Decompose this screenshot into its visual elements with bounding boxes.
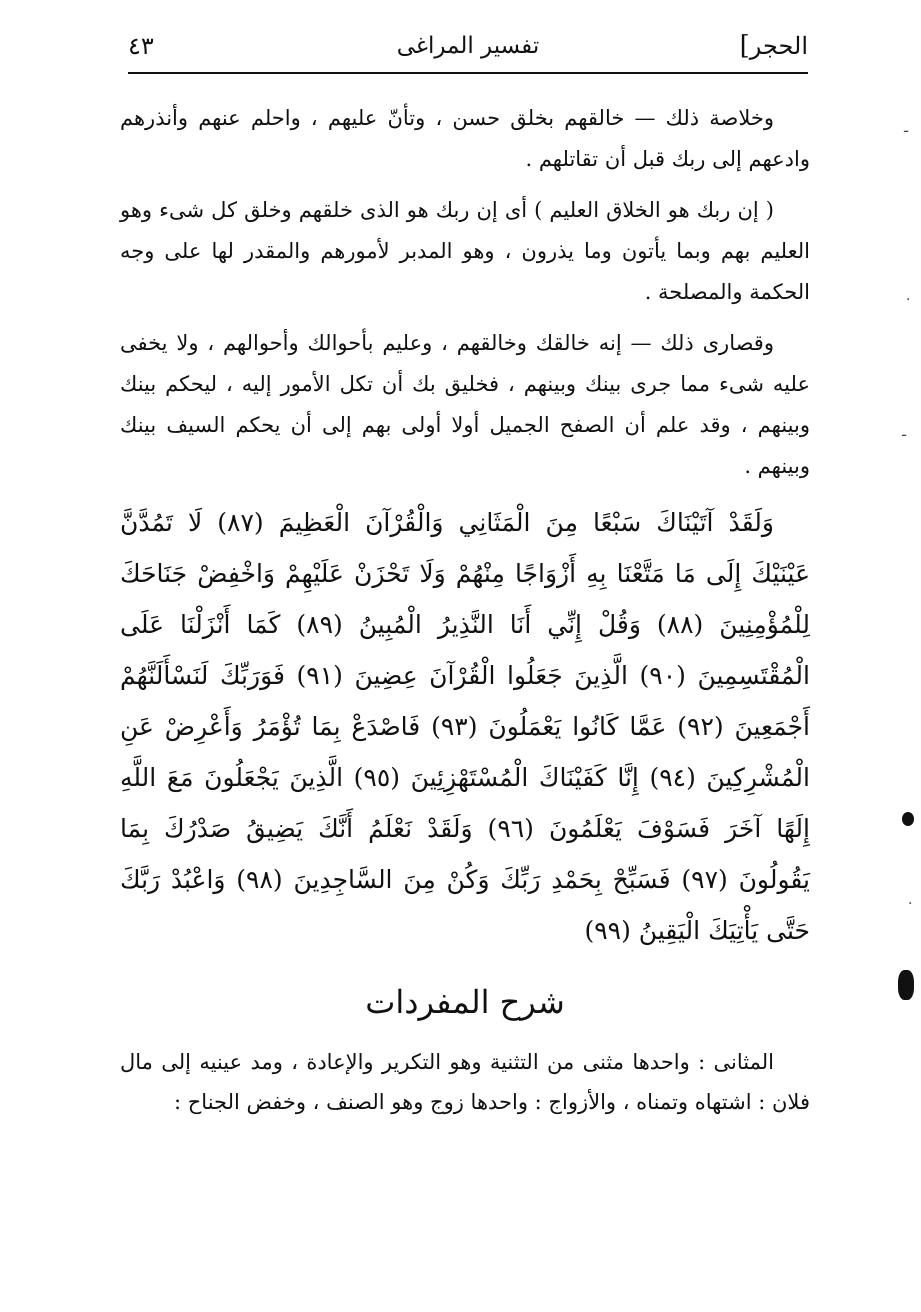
margin-speck: · bbox=[906, 292, 911, 308]
paragraph-summary: وخلاصة ذلك — خالقهم بخلق حسن ، وتأنّ عليهم ، واحلم عنهم وأنذرهم وادعهم إلى ربك قبل أن تقاتلهم . bbox=[120, 106, 810, 171]
header-bracket: ] bbox=[739, 31, 750, 61]
ink-blot bbox=[902, 812, 914, 826]
margin-speck: ـ bbox=[904, 120, 909, 136]
paragraph-conclusion: وقصارى ذلك — إنه خالقك وخالقهم ، وعليم بأحوالك وأحوالهم ، ولا يخفى عليه شىء مما جرى بينك وبينهم ، فخليق بك أن تكل الأمور إليه ، ليحكم بينك وبينهم ، وقد علم أن الصفح الجميل أولا أولى بهم إلى أن يحكم السيف بينك وبينهم . bbox=[120, 331, 810, 478]
paragraph-explanation: ( إن ربك هو الخلاق العليم ) أى إن ربك هو الذى خلقهم وخلق كل شىء وهو العليم بهم وبما يأتون وما يذرون ، وهو المدبر لأمورهم والمقدر لها على وجه الحكمة والمصلحة . bbox=[120, 198, 810, 304]
book-title: تفسير المراغى bbox=[396, 33, 540, 59]
margin-speck: ـ bbox=[902, 424, 907, 440]
quran-verses: وَلَقَدْ آتَيْنَاكَ سَبْعًا مِنَ الْمَثَانِي وَالْقُرْآنَ الْعَظِيمَ (٨٧) لَا تَمُدَّنَّ عَيْنَيْكَ إِلَى مَا مَتَّعْنَا بِهِ أَزْوَاجًا مِنْهُمْ وَلَا تَحْزَنْ عَلَيْهِمْ وَاخْفِضْ جَنَاحَكَ لِلْمُؤْمِنِينَ (٨٨) وَقُلْ إِنِّي أَنَا النَّذِيرُ الْمُبِينُ (٨٩) كَمَا أَنْزَلْنَا عَلَى الْمُقْتَسِمِينَ (٩٠) الَّذِينَ جَعَلُوا الْقُرْآنَ عِضِينَ (٩١) فَوَرَبِّكَ لَنَسْأَلَنَّهُمْ أَجْمَعِينَ (٩٢) عَمَّا كَانُوا يَعْمَلُونَ (٩٣) فَاصْدَعْ بِمَا تُؤْمَرُ وَأَعْرِضْ عَنِ الْمُشْرِكِينَ (٩٤) إِنَّا كَفَيْنَاكَ الْمُسْتَهْزِئِينَ (٩٥) الَّذِينَ يَجْعَلُونَ مَعَ اللَّهِ إِلَهًا آخَرَ فَسَوْفَ يَعْلَمُونَ (٩٦) وَلَقَدْ نَعْلَمُ أَنَّكَ يَضِيقُ صَدْرُكَ بِمَا يَقُولُونَ (٩٧) فَسَبِّحْ بِحَمْدِ رَبِّكَ وَكُنْ مِنَ السَّاجِدِينَ (٩٨) وَاعْبُدْ رَبَّكَ حَتَّى يَأْتِيَكَ الْيَقِينُ (٩٩) bbox=[120, 508, 810, 945]
page-header bbox=[128, 28, 808, 68]
surah-name: الحجر bbox=[749, 32, 808, 60]
page-number: ٤٣ bbox=[128, 32, 154, 60]
margin-speck: · bbox=[908, 896, 913, 912]
page-body bbox=[120, 98, 810, 1122]
vocabulary-paragraph: المثانى : واحدها مثنى من التثنية وهو التكرير والإعادة ، ومد عينيه إلى مال فلان : اشتهاه وتمناه ، والأزواج : واحدها زوج وهو الصنف ، وخفض الجناح : bbox=[120, 1050, 810, 1114]
ink-blot bbox=[898, 970, 914, 1000]
section-title: شرح المفردات bbox=[365, 983, 565, 1021]
header-rule bbox=[128, 72, 808, 74]
